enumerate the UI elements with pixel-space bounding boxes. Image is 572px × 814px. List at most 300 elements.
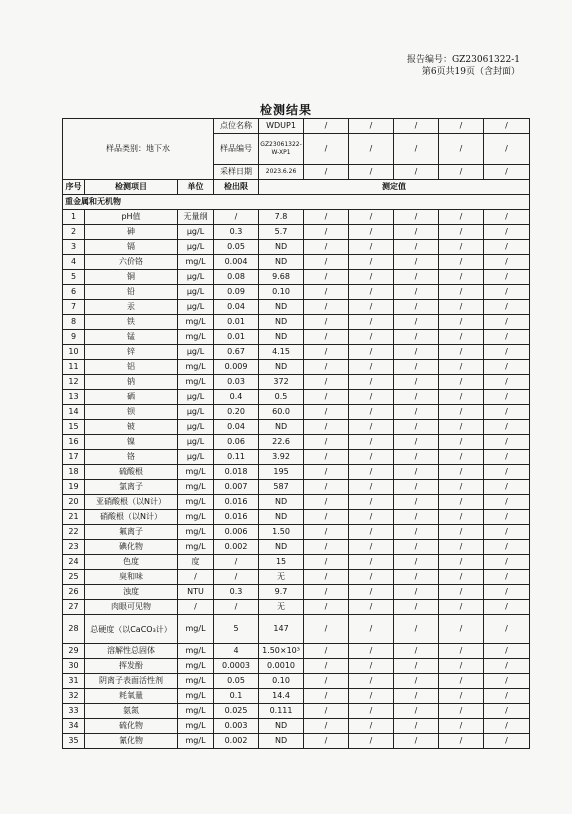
slash-cell: / <box>349 345 394 360</box>
row-limit: 0.007 <box>214 480 259 495</box>
page-count: 第6页共19页（含封面） <box>421 67 520 77</box>
row-item: 肉眼可见物 <box>85 600 178 615</box>
row-no: 12 <box>63 375 85 390</box>
slash-cell: / <box>394 525 439 540</box>
slash-cell: / <box>304 360 349 375</box>
table-row <box>63 375 530 390</box>
row-value: 0.10 <box>259 285 304 300</box>
row-value: 147 <box>259 615 304 644</box>
col-unit: 单位 <box>178 180 214 195</box>
row-unit: mg/L <box>178 734 214 749</box>
row-no: 20 <box>63 495 85 510</box>
row-value: 无 <box>259 570 304 585</box>
row-no: 29 <box>63 644 85 659</box>
slash-cell: / <box>394 165 439 180</box>
slash-cell: / <box>439 285 484 300</box>
slash-cell: / <box>304 570 349 585</box>
slash-cell: / <box>304 719 349 734</box>
row-value: 195 <box>259 465 304 480</box>
row-limit: 0.0003 <box>214 659 259 674</box>
table-row <box>63 615 530 644</box>
row-item: 色度 <box>85 555 178 570</box>
slash-cell: / <box>394 615 439 644</box>
row-value: 1.50 <box>259 525 304 540</box>
row-item: 镉 <box>85 240 178 255</box>
row-unit: μg/L <box>178 270 214 285</box>
slash-cell: / <box>439 480 484 495</box>
slash-cell: / <box>304 240 349 255</box>
slash-cell: / <box>394 225 439 240</box>
slash-cell: / <box>394 510 439 525</box>
row-no: 2 <box>63 225 85 240</box>
row-item: 溶解性总固体 <box>85 644 178 659</box>
row-unit: mg/L <box>178 255 214 270</box>
slash-cell: / <box>394 270 439 285</box>
row-no: 16 <box>63 435 85 450</box>
slash-cell: / <box>394 659 439 674</box>
slash-cell: / <box>349 555 394 570</box>
slash-cell: / <box>394 435 439 450</box>
slash-cell: / <box>304 134 349 165</box>
row-value: 5.7 <box>259 225 304 240</box>
row-item: 六价铬 <box>85 255 178 270</box>
row-value: ND <box>259 540 304 555</box>
table-row <box>63 644 530 659</box>
table-row <box>63 210 530 225</box>
row-value: 60.0 <box>259 405 304 420</box>
slash-cell: / <box>304 225 349 240</box>
slash-cell: / <box>304 585 349 600</box>
row-value: ND <box>259 360 304 375</box>
slash-cell: / <box>394 390 439 405</box>
slash-cell: / <box>394 734 439 749</box>
slash-cell: / <box>349 719 394 734</box>
table-row <box>63 315 530 330</box>
slash-cell: / <box>349 300 394 315</box>
row-limit: 0.006 <box>214 525 259 540</box>
row-limit: 0.04 <box>214 420 259 435</box>
slash-cell: / <box>484 119 530 134</box>
slash-cell: / <box>304 450 349 465</box>
table-row <box>63 540 530 555</box>
slash-cell: / <box>484 704 530 719</box>
table-row <box>63 659 530 674</box>
row-limit: 0.05 <box>214 674 259 689</box>
table-row <box>63 300 530 315</box>
slash-cell: / <box>394 375 439 390</box>
table-row <box>63 674 530 689</box>
row-no: 9 <box>63 330 85 345</box>
slash-cell: / <box>484 659 530 674</box>
slash-cell: / <box>394 704 439 719</box>
row-item: 锌 <box>85 345 178 360</box>
slash-cell: / <box>304 375 349 390</box>
slash-cell: / <box>304 270 349 285</box>
slash-cell: / <box>439 134 484 165</box>
slash-cell: / <box>439 345 484 360</box>
row-item: 亚硝酸根（以N计） <box>85 495 178 510</box>
row-value: ND <box>259 300 304 315</box>
slash-cell: / <box>394 315 439 330</box>
section-title: 重金属和无机物 <box>63 195 530 210</box>
slash-cell: / <box>349 659 394 674</box>
slash-cell: / <box>349 330 394 345</box>
slash-cell: / <box>484 465 530 480</box>
date-value: 2023.6.26 <box>259 165 304 180</box>
slash-cell: / <box>439 315 484 330</box>
row-unit: mg/L <box>178 689 214 704</box>
slash-cell: / <box>439 689 484 704</box>
row-unit: mg/L <box>178 615 214 644</box>
table-row <box>63 285 530 300</box>
slash-cell: / <box>484 555 530 570</box>
slash-cell: / <box>304 119 349 134</box>
col-limit: 检出限 <box>214 180 259 195</box>
table-row <box>63 240 530 255</box>
slash-cell: / <box>349 165 394 180</box>
slash-cell: / <box>304 420 349 435</box>
slash-cell: / <box>439 330 484 345</box>
row-unit: / <box>178 570 214 585</box>
slash-cell: / <box>349 525 394 540</box>
slash-cell: / <box>439 240 484 255</box>
row-no: 22 <box>63 525 85 540</box>
slash-cell: / <box>304 285 349 300</box>
slash-cell: / <box>349 644 394 659</box>
slash-cell: / <box>439 210 484 225</box>
slash-cell: / <box>349 285 394 300</box>
row-value: ND <box>259 420 304 435</box>
slash-cell: / <box>484 405 530 420</box>
row-unit: μg/L <box>178 435 214 450</box>
row-value: 4.15 <box>259 345 304 360</box>
slash-cell: / <box>484 600 530 615</box>
slash-cell: / <box>349 420 394 435</box>
slash-cell: / <box>484 360 530 375</box>
slash-cell: / <box>439 375 484 390</box>
slash-cell: / <box>304 300 349 315</box>
row-no: 15 <box>63 420 85 435</box>
row-no: 25 <box>63 570 85 585</box>
row-unit: μg/L <box>178 240 214 255</box>
slash-cell: / <box>484 225 530 240</box>
slash-cell: / <box>439 495 484 510</box>
slash-cell: / <box>394 555 439 570</box>
row-value: 9.68 <box>259 270 304 285</box>
row-value: ND <box>259 315 304 330</box>
slash-cell: / <box>304 659 349 674</box>
slash-cell: / <box>394 450 439 465</box>
row-unit: 度 <box>178 555 214 570</box>
table-row <box>63 345 530 360</box>
row-value: 9.7 <box>259 585 304 600</box>
point-label: 点位名称 <box>214 119 259 134</box>
slash-cell: / <box>304 165 349 180</box>
slash-cell: / <box>439 450 484 465</box>
slash-cell: / <box>304 405 349 420</box>
slash-cell: / <box>439 510 484 525</box>
slash-cell: / <box>304 600 349 615</box>
table-row <box>63 225 530 240</box>
sample-no-value: GZ23061322-W-XP1 <box>259 134 304 165</box>
row-item: 铝 <box>85 360 178 375</box>
slash-cell: / <box>349 450 394 465</box>
table-row <box>63 570 530 585</box>
row-limit: 0.05 <box>214 240 259 255</box>
row-unit: mg/L <box>178 704 214 719</box>
row-item: 镍 <box>85 435 178 450</box>
row-no: 27 <box>63 600 85 615</box>
slash-cell: / <box>304 555 349 570</box>
row-limit: 0.002 <box>214 540 259 555</box>
slash-cell: / <box>304 435 349 450</box>
row-item: 氨氮 <box>85 704 178 719</box>
row-no: 35 <box>63 734 85 749</box>
row-item: 砷 <box>85 225 178 240</box>
sample-type: 样品类别：地下水 <box>63 119 214 180</box>
row-unit: / <box>178 600 214 615</box>
slash-cell: / <box>484 285 530 300</box>
slash-cell: / <box>349 600 394 615</box>
row-unit: mg/L <box>178 644 214 659</box>
slash-cell: / <box>304 495 349 510</box>
sample-no-label: 样品编号 <box>214 134 259 165</box>
row-limit: / <box>214 600 259 615</box>
slash-cell: / <box>349 390 394 405</box>
slash-cell: / <box>484 165 530 180</box>
slash-cell: / <box>484 240 530 255</box>
slash-cell: / <box>349 689 394 704</box>
row-value: 372 <box>259 375 304 390</box>
slash-cell: / <box>394 420 439 435</box>
slash-cell: / <box>349 405 394 420</box>
slash-cell: / <box>304 734 349 749</box>
table-row <box>63 555 530 570</box>
slash-cell: / <box>304 210 349 225</box>
slash-cell: / <box>304 540 349 555</box>
date-label: 采样日期 <box>214 165 259 180</box>
slash-cell: / <box>394 360 439 375</box>
table-row <box>63 465 530 480</box>
slash-cell: / <box>484 644 530 659</box>
row-item: 碘化物 <box>85 540 178 555</box>
slash-cell: / <box>484 390 530 405</box>
slash-cell: / <box>349 615 394 644</box>
table-row <box>63 255 530 270</box>
row-no: 30 <box>63 659 85 674</box>
row-limit: 0.016 <box>214 510 259 525</box>
slash-cell: / <box>394 719 439 734</box>
row-value: 15 <box>259 555 304 570</box>
slash-cell: / <box>439 600 484 615</box>
slash-cell: / <box>484 689 530 704</box>
table-row <box>63 734 530 749</box>
row-no: 4 <box>63 255 85 270</box>
slash-cell: / <box>439 435 484 450</box>
row-limit: 0.06 <box>214 435 259 450</box>
row-limit: 0.3 <box>214 585 259 600</box>
table-row <box>63 435 530 450</box>
slash-cell: / <box>439 300 484 315</box>
slash-cell: / <box>484 510 530 525</box>
slash-cell: / <box>349 255 394 270</box>
row-no: 6 <box>63 285 85 300</box>
row-value: 无 <box>259 600 304 615</box>
row-item: 锰 <box>85 330 178 345</box>
row-value: 0.10 <box>259 674 304 689</box>
slash-cell: / <box>484 719 530 734</box>
slash-cell: / <box>394 134 439 165</box>
row-limit: 0.08 <box>214 270 259 285</box>
col-item: 检测项目 <box>85 180 178 195</box>
slash-cell: / <box>484 420 530 435</box>
row-no: 1 <box>63 210 85 225</box>
table-row <box>63 420 530 435</box>
row-limit: 0.1 <box>214 689 259 704</box>
slash-cell: / <box>394 119 439 134</box>
row-limit: 0.018 <box>214 465 259 480</box>
row-no: 26 <box>63 585 85 600</box>
row-value: ND <box>259 510 304 525</box>
row-limit: 4 <box>214 644 259 659</box>
row-value: ND <box>259 255 304 270</box>
report-number: 报告编号：GZ23061322-1 <box>406 55 520 65</box>
row-no: 24 <box>63 555 85 570</box>
row-no: 8 <box>63 315 85 330</box>
slash-cell: / <box>439 119 484 134</box>
slash-cell: / <box>484 255 530 270</box>
row-limit: 0.002 <box>214 734 259 749</box>
slash-cell: / <box>394 600 439 615</box>
row-no: 5 <box>63 270 85 285</box>
row-unit: mg/L <box>178 674 214 689</box>
slash-cell: / <box>439 615 484 644</box>
slash-cell: / <box>304 525 349 540</box>
row-unit: μg/L <box>178 420 214 435</box>
row-item: 铁 <box>85 315 178 330</box>
slash-cell: / <box>394 345 439 360</box>
slash-cell: / <box>439 540 484 555</box>
row-limit: 0.3 <box>214 225 259 240</box>
slash-cell: / <box>304 704 349 719</box>
slash-cell: / <box>439 585 484 600</box>
slash-cell: / <box>439 555 484 570</box>
slash-cell: / <box>349 510 394 525</box>
slash-cell: / <box>394 495 439 510</box>
table-row <box>63 360 530 375</box>
slash-cell: / <box>439 734 484 749</box>
slash-cell: / <box>394 465 439 480</box>
row-limit: 0.4 <box>214 390 259 405</box>
row-value: ND <box>259 495 304 510</box>
row-limit: 0.004 <box>214 255 259 270</box>
page-title: 检测结果 <box>259 103 312 117</box>
row-no: 11 <box>63 360 85 375</box>
row-unit: mg/L <box>178 525 214 540</box>
slash-cell: / <box>304 689 349 704</box>
slash-cell: / <box>349 540 394 555</box>
table-row <box>63 719 530 734</box>
slash-cell: / <box>484 615 530 644</box>
table-row <box>63 495 530 510</box>
slash-cell: / <box>394 480 439 495</box>
slash-cell: / <box>349 240 394 255</box>
row-no: 34 <box>63 719 85 734</box>
row-item: 耗氧量 <box>85 689 178 704</box>
row-limit: 0.04 <box>214 300 259 315</box>
slash-cell: / <box>304 510 349 525</box>
slash-cell: / <box>349 315 394 330</box>
table-row <box>63 510 530 525</box>
row-unit: mg/L <box>178 510 214 525</box>
slash-cell: / <box>484 134 530 165</box>
report-header <box>407 54 520 78</box>
row-unit: mg/L <box>178 360 214 375</box>
slash-cell: / <box>394 210 439 225</box>
row-no: 31 <box>63 674 85 689</box>
row-item: 铜 <box>85 270 178 285</box>
row-item: 浊度 <box>85 585 178 600</box>
slash-cell: / <box>349 119 394 134</box>
row-unit: mg/L <box>178 480 214 495</box>
slash-cell: / <box>394 689 439 704</box>
slash-cell: / <box>439 405 484 420</box>
row-limit: 0.09 <box>214 285 259 300</box>
row-item: 阴离子表面活性剂 <box>85 674 178 689</box>
slash-cell: / <box>349 225 394 240</box>
slash-cell: / <box>304 330 349 345</box>
row-item: 硒 <box>85 390 178 405</box>
row-value: 0.111 <box>259 704 304 719</box>
row-item: 铅 <box>85 285 178 300</box>
slash-cell: / <box>349 585 394 600</box>
slash-cell: / <box>439 390 484 405</box>
slash-cell: / <box>484 495 530 510</box>
point-value: WDUP1 <box>259 119 304 134</box>
row-unit: mg/L <box>178 375 214 390</box>
slash-cell: / <box>349 210 394 225</box>
table-row <box>63 405 530 420</box>
row-limit: 0.009 <box>214 360 259 375</box>
slash-cell: / <box>484 734 530 749</box>
slash-cell: / <box>304 390 349 405</box>
slash-cell: / <box>484 435 530 450</box>
row-item: 氟离子 <box>85 525 178 540</box>
slash-cell: / <box>349 134 394 165</box>
slash-cell: / <box>484 315 530 330</box>
row-value: 22.6 <box>259 435 304 450</box>
slash-cell: / <box>484 585 530 600</box>
row-unit: μg/L <box>178 285 214 300</box>
row-unit: μg/L <box>178 225 214 240</box>
slash-cell: / <box>484 345 530 360</box>
slash-cell: / <box>349 734 394 749</box>
slash-cell: / <box>394 540 439 555</box>
slash-cell: / <box>394 255 439 270</box>
row-value: 3.92 <box>259 450 304 465</box>
col-value: 测定值 <box>259 180 530 195</box>
slash-cell: / <box>484 570 530 585</box>
row-item: pH值 <box>85 210 178 225</box>
row-unit: 无量纲 <box>178 210 214 225</box>
slash-cell: / <box>349 270 394 285</box>
row-value: ND <box>259 719 304 734</box>
row-value: 0.5 <box>259 390 304 405</box>
slash-cell: / <box>439 674 484 689</box>
slash-cell: / <box>484 210 530 225</box>
table-row <box>63 525 530 540</box>
row-unit: mg/L <box>178 659 214 674</box>
